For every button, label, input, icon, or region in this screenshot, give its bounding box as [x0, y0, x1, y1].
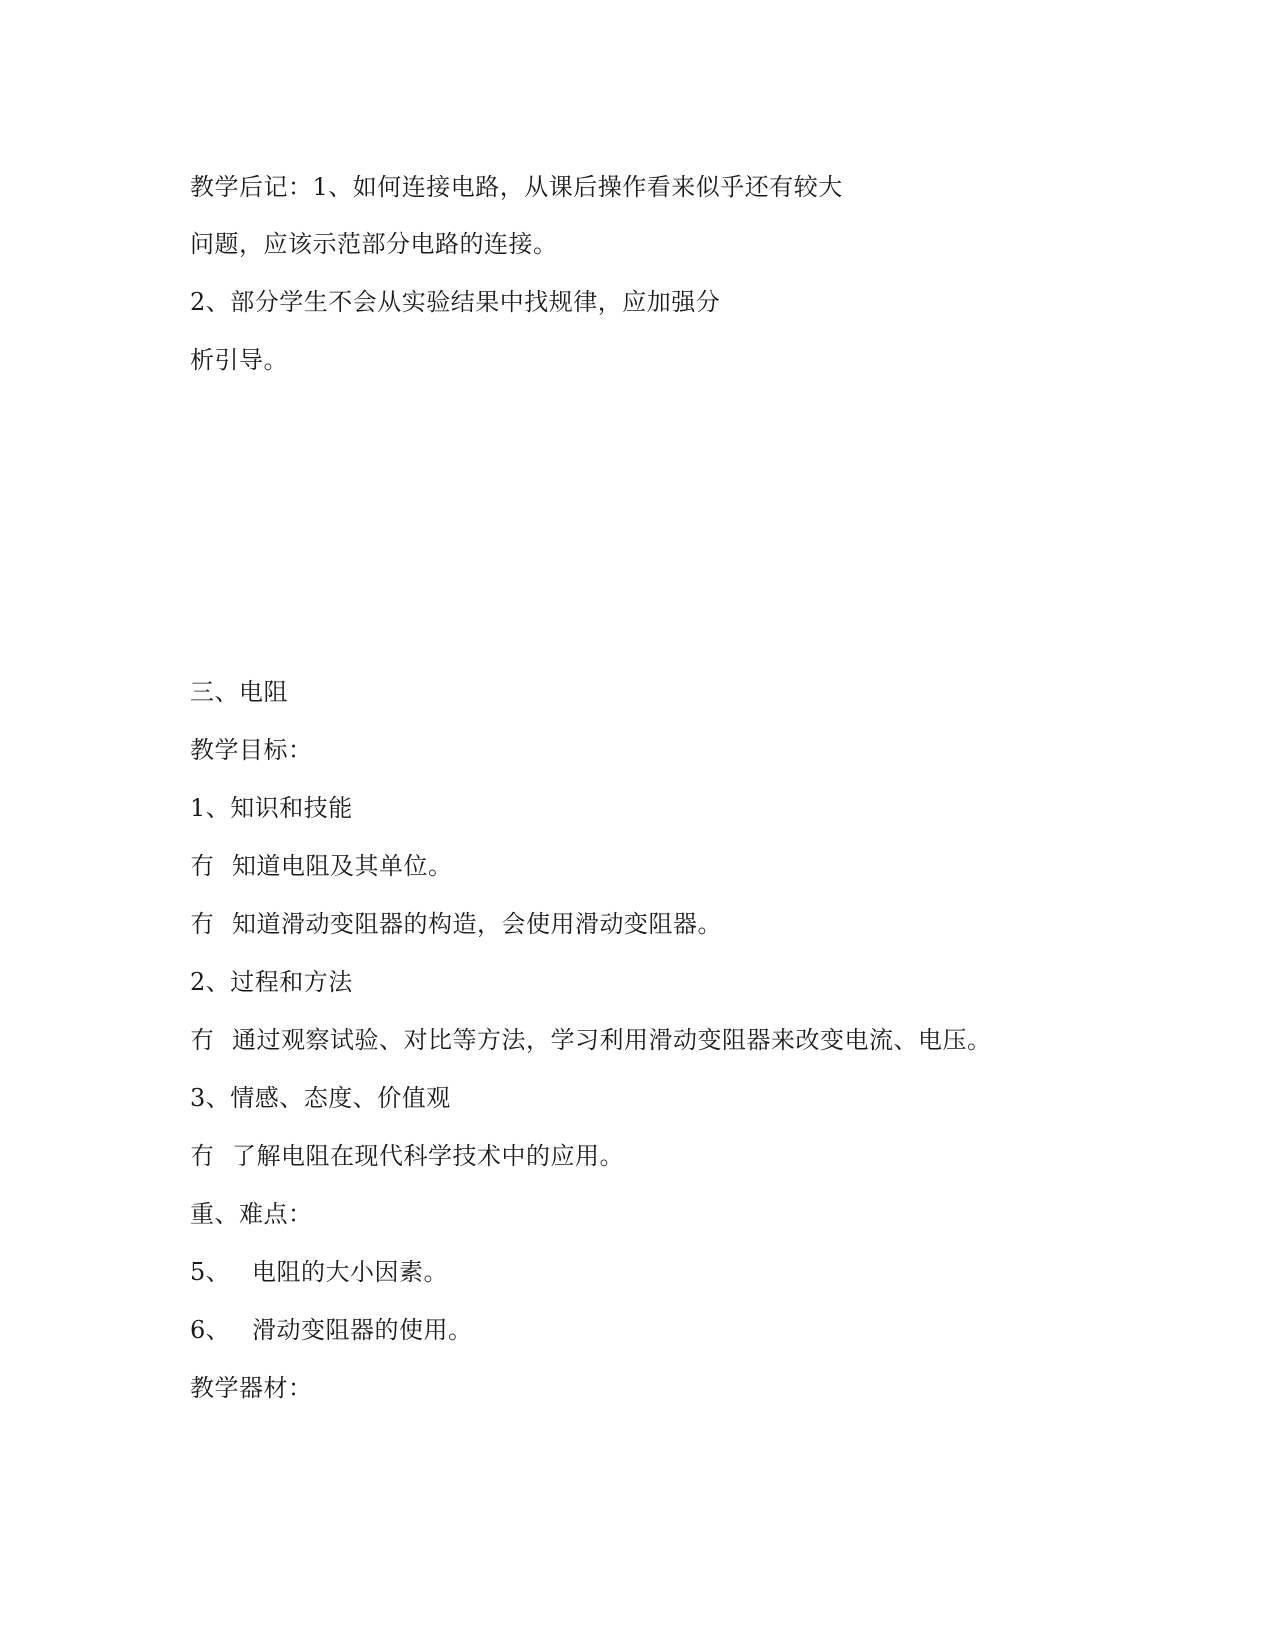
list-item	[190, 1257, 448, 1287]
bullet-marker: 冇	[190, 852, 215, 880]
bullet-marker: 冇	[190, 910, 215, 938]
objective-1-heading: 1、知识和技能	[190, 794, 353, 822]
list-item	[190, 1141, 624, 1171]
list-item-text: 了解电阻在现代科学技术中的应用。	[232, 1142, 624, 1170]
objective-2-heading: 2、过程和方法	[190, 968, 353, 996]
reflection-line-2: 问题，应该示范部分电路的连接。	[190, 230, 558, 258]
reflection-line-3: 2、部分学生不会从实验结果中找规律，应加强分	[190, 288, 721, 316]
list-item	[190, 851, 453, 881]
list-item-text: 知道滑动变阻器的构造，会使用滑动变阻器。	[232, 910, 722, 938]
list-item-text: 滑动变阻器的使用。	[252, 1316, 473, 1344]
list-number: 6、	[190, 1316, 231, 1344]
section-title: 三、电阻	[190, 678, 288, 706]
objectives-heading: 教学目标：	[190, 736, 313, 764]
bullet-marker: 冇	[190, 1026, 215, 1054]
objective-3-heading: 3、情感、态度、价值观	[190, 1084, 451, 1112]
list-item	[190, 909, 722, 939]
equipment-heading: 教学器材：	[190, 1374, 313, 1402]
list-item-text: 电阻的大小因素。	[252, 1258, 448, 1286]
list-item	[190, 1315, 473, 1345]
list-item-text: 通过观察试验、对比等方法，学习利用滑动变阻器来改变电流、电压。	[232, 1026, 992, 1054]
reflection-line-1: 教学后记：1、如何连接电路，从课后操作看来似乎还有较大	[190, 173, 843, 201]
list-item	[190, 1025, 992, 1055]
list-number: 5、	[190, 1258, 231, 1286]
key-points-heading: 重、难点：	[190, 1200, 313, 1228]
reflection-line-4: 析引导。	[190, 346, 288, 374]
list-item-text: 知道电阻及其单位。	[232, 852, 453, 880]
bullet-marker: 冇	[190, 1142, 215, 1170]
